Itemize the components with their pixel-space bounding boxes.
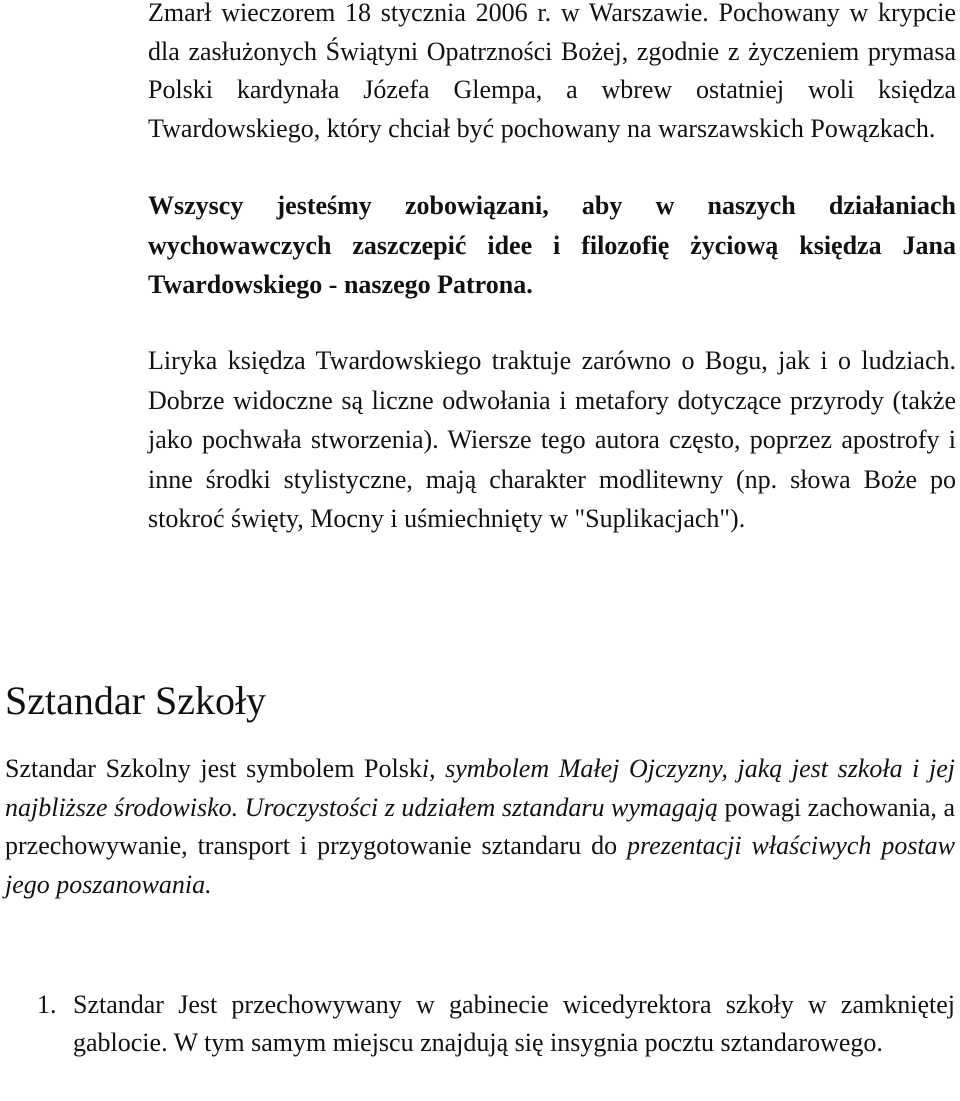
sztandar-rules-list — [0, 986, 955, 1062]
sztandar-text-plain-1: Sztandar Szkolny jest symbolem Polsk — [5, 754, 422, 783]
paragraph-patron-obligation: Wszyscy jesteśmy zobowiązani, aby w naszych działaniach wychowawczych zaszczepić idee i filozofię życiową księdza Jana Twardowskiego - naszego Patrona. — [148, 191, 956, 299]
list-item-number: 1. — [37, 990, 57, 1019]
list-item-text: Sztandar Jest przechowywany w gabinecie wicedyrektora szkoły w zamkniętej gablocie. W tym samym miejscu znajdują się insygnia pocztu sztandarowego. — [73, 990, 955, 1057]
sztandar-text-italic-1: i, symbolem Małej Ojczyzny, jaką jest szkoła i jej najbliższe środowisko. Uroczystości z udziałem sztandaru wymagają — [5, 754, 955, 822]
sztandar-text-italic-2: prezentacji właściwych postaw jego poszanowania. — [5, 831, 955, 899]
section-title-sztandar: Sztandar Szkoły — [5, 678, 267, 723]
paragraph-lyrics: Liryka księdza Twardowskiego traktuje zarówno o Bogu, jak i o ludziach. Dobrze widoczne są liczne odwołania i metafory dotyczące przyrody (także jako pochwała stworzenia). Wiersze tego autora często, poprzez apostrofy i inne środki stylistyczne, mają charakter modlitewny (np. słowa Boże po stokroć święty, Mocny i uśmiechnięty w "Suplikacjach"). — [148, 346, 956, 533]
paragraph-death-and-burial: Zmarł wieczorem 18 stycznia 2006 r. w Warszawie. Pochowany w krypcie dla zasłużonych Świątyni Opatrzności Bożej, zgodnie z życzeniem prymasa Polski kardynała Józefa Glempa, a wbrew ostatniej woli księdza Twardowskiego, który chciał być pochowany na warszawskich Powązkach. — [148, 0, 956, 143]
paragraph-sztandar — [5, 750, 955, 904]
list-item — [0, 986, 955, 1062]
sztandar-text-plain-2: powagi zachowania, a przechowywanie, transport i przygotowanie sztandaru do — [5, 792, 955, 860]
